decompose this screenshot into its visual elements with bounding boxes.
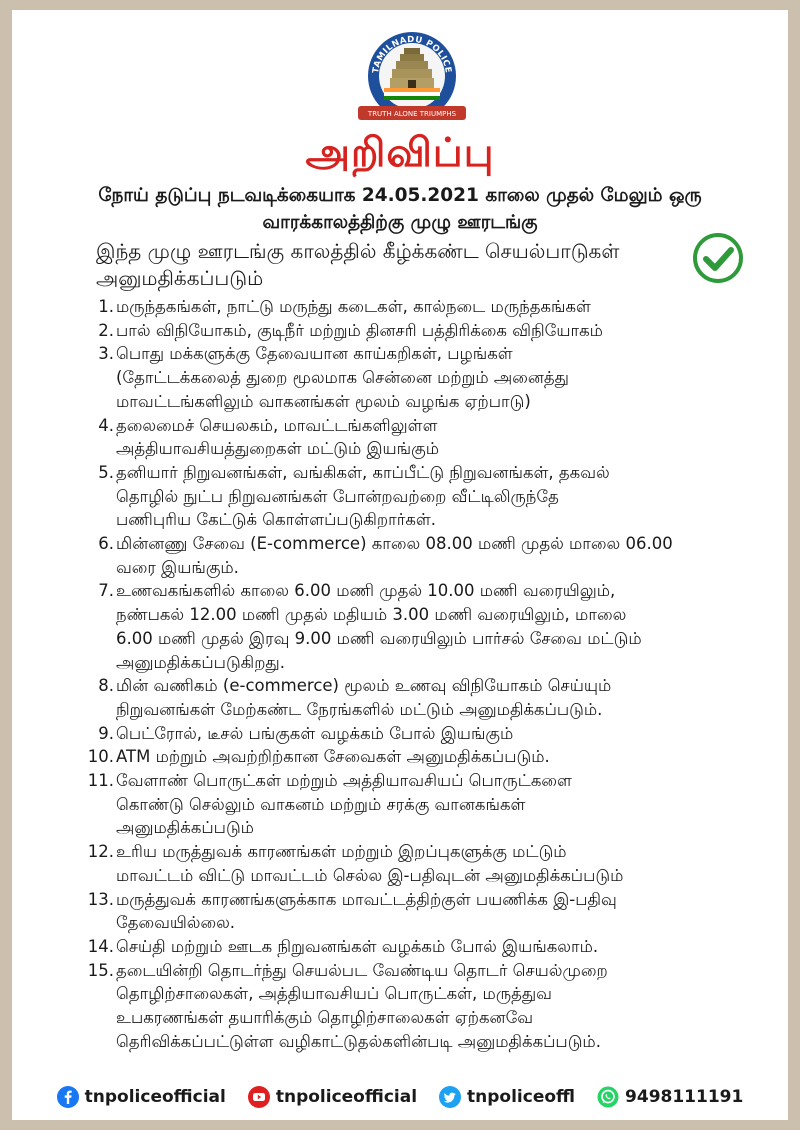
emblem-arc-text: TAMILNADU POLICE: [371, 34, 453, 74]
list-item-number: 5.: [98, 462, 114, 482]
list-item-line: உரிய மருத்துவக் காரணங்கள் மற்றும் இறப்புகளுக்கு மட்டும்: [116, 842, 567, 862]
list-item: [86, 745, 776, 769]
list-item-number: 2.: [98, 320, 114, 340]
list-item-number: 7.: [98, 581, 114, 601]
list-item-line: மின்னணு சேவை (E-commerce) காலை 08.00 மணி முதல் மாலை 06.00: [116, 534, 673, 554]
list-item-line: வேளாண் பொருட்கள் மற்றும் அத்தியாவசியப் பொருட்களை: [116, 771, 572, 791]
list-item: [86, 319, 776, 343]
twitter-label: tnpoliceoffl: [467, 1087, 576, 1107]
list-item: [86, 840, 776, 887]
list-item-number: 12.: [87, 842, 114, 862]
list-item-line: தொழில் நுட்ப நிறுவனங்கள் போன்றவற்றை வீட்டிலிருந்தே: [116, 486, 559, 506]
list-item-line: பெட்ரோல், டீசல் பங்குகள் வழக்கம் போல் இயங்கும்: [116, 723, 514, 743]
list-item-number: 1.: [98, 297, 114, 316]
check-mark-icon: [692, 232, 744, 284]
list-item-line: தனியார் நிறுவனங்கள், வங்கிகள், காப்பீட்டு நிறுவனங்கள், தகவல்: [116, 462, 610, 482]
list-item: [86, 722, 776, 746]
list-item-number: 11.: [87, 771, 114, 791]
list-item-line: பணிபுரிய கேட்டுக் கொள்ளப்படுகிறார்கள்.: [116, 510, 437, 530]
whatsapp-handle[interactable]: [597, 1086, 743, 1108]
list-item: [86, 342, 776, 413]
list-item-number: 6.: [98, 534, 114, 554]
list-item-line: (தோட்டக்கலைத் துறை மூலமாக சென்னை மற்றும் அனைத்து: [116, 368, 569, 388]
list-item-line: தேவையில்லை.: [116, 913, 236, 933]
list-item: [86, 461, 776, 532]
list-item-number: 8.: [98, 676, 114, 696]
list-item-number: 9.: [98, 723, 114, 743]
list-item-line: உணவகங்களில் காலை 6.00 மணி முதல் 10.00 மணி வரையிலும்,: [116, 581, 616, 601]
list-item-line: வரை இயங்கும்.: [116, 557, 239, 577]
list-item-line: செய்தி மற்றும் ஊடக நிறுவனங்கள் வழக்கம் போல் இயங்கலாம்.: [116, 936, 599, 956]
list-item-number: 10.: [87, 747, 114, 767]
notice-subtitle: [52, 182, 748, 236]
list-item-line: 6.00 மணி முதல் இரவு 9.00 மணி வரையிலும் பார்சல் சேவை மட்டும்: [116, 628, 642, 648]
list-item-line: மாவட்டங்களிலும் வாகனங்கள் மூலம் வழங்க ஏற்பாடு): [116, 391, 531, 411]
intro-line-1: இந்த முழு ஊரடங்கு காலத்தில் கீழ்க்கண்ட செயல்பாடுகள்: [96, 239, 620, 263]
list-item-line: கொண்டு செல்லும் வாகனம் மற்றும் சரக்கு வானகங்கள்: [116, 794, 526, 814]
notice-page: [12, 10, 788, 1120]
emblem-motto: TRUTH ALONE TRIUMPHS: [367, 110, 457, 118]
list-item-line: நிறுவனங்கள் மேற்கண்ட நேரங்களில் மட்டும் அனுமதிக்கப்படும்.: [116, 699, 603, 719]
list-item-line: மருத்துவக் காரணங்களுக்காக மாவட்டத்திற்குள் பயணிக்க இ-பதிவு: [116, 889, 617, 909]
list-item: [86, 674, 776, 721]
twitter-handle[interactable]: [439, 1086, 575, 1108]
list-item-line: உபகரணங்கள் தயாரிக்கும் தொழிற்சாலைகள் ஏற்கனவே: [116, 1008, 534, 1028]
youtube-icon: [248, 1086, 270, 1108]
intro-line-2: அனுமதிக்கப்படும்: [96, 266, 264, 290]
intro-text: [96, 238, 656, 292]
whatsapp-label: 9498111191: [625, 1087, 744, 1107]
facebook-label: tnpoliceofficial: [84, 1087, 226, 1107]
social-footer: [12, 1082, 788, 1112]
list-item-line: அனுமதிக்கப்படும்: [116, 818, 254, 838]
list-item-line: தடையின்றி தொடர்ந்து செயல்பட வேண்டிய தொடர் செயல்முறை: [116, 960, 608, 980]
list-item: [86, 769, 776, 840]
list-item: [86, 959, 776, 1054]
twitter-icon: [439, 1086, 461, 1108]
list-item-line: தெரிவிக்கப்பட்டுள்ள வழிகாட்டுதல்களின்படி அனுமதிக்கப்படும்.: [116, 1031, 601, 1051]
list-item: [86, 579, 776, 674]
list-item-line: ATM மற்றும் அவற்றிற்கான சேவைகள் அனுமதிக்கப்படும்.: [116, 747, 550, 767]
list-item: [86, 532, 776, 579]
list-item: [86, 888, 776, 935]
list-item-line: மருந்தகங்கள், நாட்டு மருந்து கடைகள், கால்நடை மருந்தகங்கள்: [116, 297, 591, 316]
list-item: [86, 414, 776, 461]
list-item: [86, 295, 776, 319]
list-item-line: மின் வணிகம் (e-commerce) மூலம் உணவு விநியோகம் செய்யும்: [116, 676, 612, 696]
list-item-line: அத்தியாவசியத்துறைகள் மட்டும் இயங்கும்: [116, 439, 439, 459]
list-item-number: 15.: [87, 960, 114, 980]
list-item-line: பால் விநியோகம், குடிநீர் மற்றும் தினசரி பத்திரிக்கை விநியோகம்: [116, 320, 603, 340]
list-item-number: 14.: [87, 936, 114, 956]
list-item-line: அனுமதிக்கப்படுகிறது.: [116, 652, 285, 672]
youtube-label: tnpoliceofficial: [275, 1087, 418, 1107]
list-item: [86, 935, 776, 959]
list-item-line: பொது மக்களுக்கு தேவையான காய்கறிகள், பழங்கள்: [116, 344, 513, 364]
tamilnadu-police-emblem: [354, 28, 470, 128]
list-item-number: 4.: [98, 415, 114, 435]
whatsapp-icon: [597, 1086, 619, 1108]
youtube-handle[interactable]: [248, 1086, 417, 1108]
subtitle-line-1: நோய் தடுப்பு நடவடிக்கையாக 24.05.2021 காலை முதல் மேலும் ஒரு: [98, 185, 702, 206]
facebook-handle[interactable]: [57, 1086, 226, 1108]
list-item-number: 13.: [87, 889, 114, 909]
notice-title: அறிவிப்பு: [305, 130, 495, 176]
list-item-line: நண்பகல் 12.00 மணி முதல் மதியம் 3.00 மணி வரையிலும், மாலை: [116, 605, 627, 625]
list-item-line: மாவட்டம் விட்டு மாவட்டம் செல்ல இ-பதிவுடன் அனுமதிக்கப்படும்: [116, 865, 624, 885]
list-item-line: தொழிற்சாலைகள், அத்தியாவசியப் பொருட்கள், மருத்துவ: [116, 984, 552, 1004]
facebook-icon: [57, 1086, 79, 1108]
subtitle-line-2: வாரக்காலத்திற்கு முழு ஊரடங்கு: [262, 212, 538, 233]
list-item-number: 3.: [98, 344, 114, 364]
permitted-activities-list: [86, 295, 776, 1054]
list-item-line: தலைமைச் செயலகம், மாவட்டங்களிலுள்ள: [116, 415, 438, 435]
